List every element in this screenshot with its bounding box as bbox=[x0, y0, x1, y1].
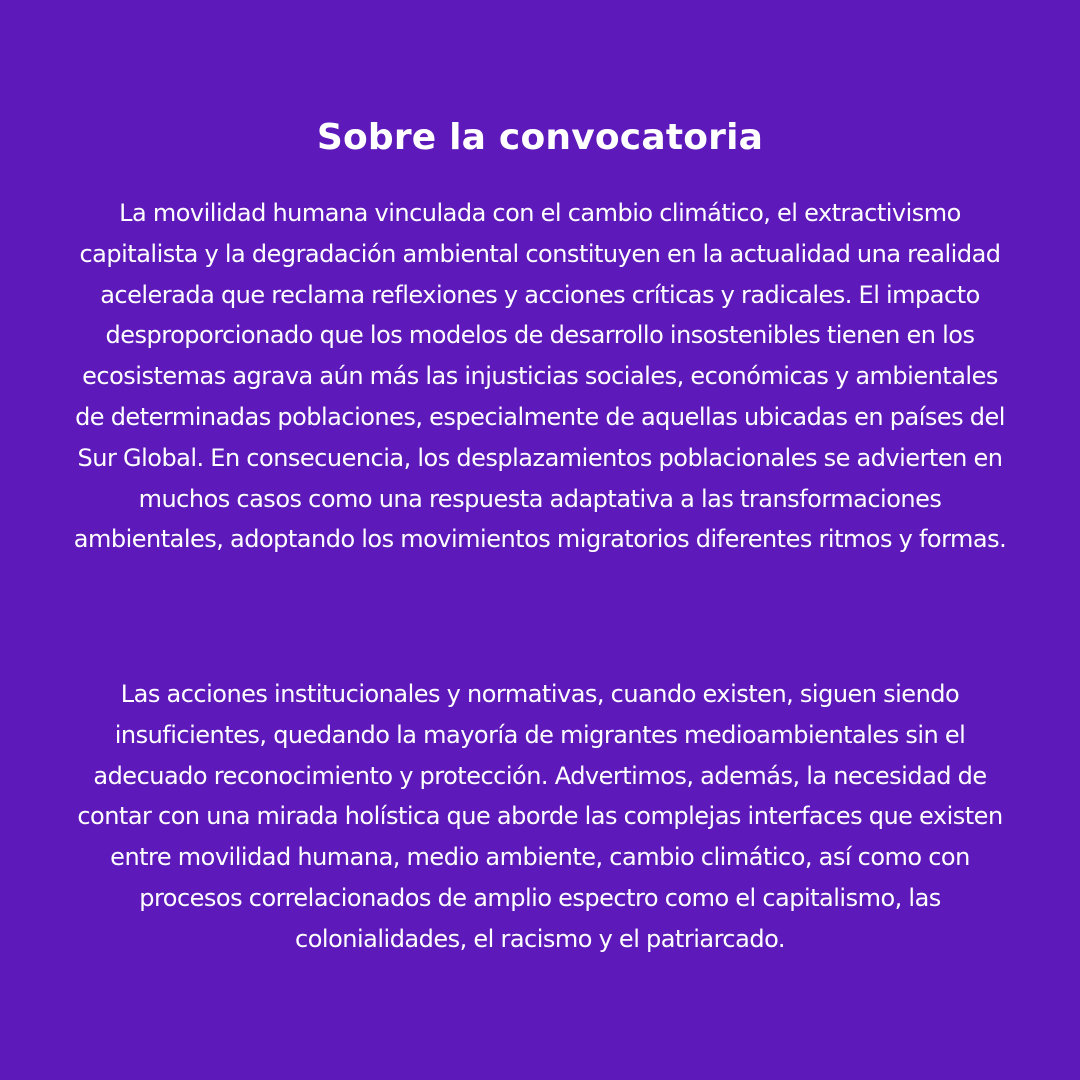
paragraph-actions: Las acciones institucionales y normativas, cuando existen, siguen siendo insuficientes, quedando la mayoría de migrantes medioambientales sin el adecuado reconocimiento y protección. Advertimos, además, la necesidad de contar con una mirada holística que aborde las complejas interfaces que existen entre movilidad humana, medio ambiente, cambio climático, así como con procesos correlacionados de amplio espectro como el capitalismo, las colonialidades, el racismo y el patriarcado. bbox=[77, 680, 1003, 953]
page-title: Sobre la convocatoria bbox=[316, 117, 764, 158]
paragraph-intro: La movilidad humana vinculada con el cambio climático, el extractivismo capitalista y la degradación ambiental constituyen en la actualidad una realidad acelerada que reclama reflexiones y acciones críticas y radicales. El impacto desproporcionado que los modelos de desarrollo insostenibles tienen en los ecosistemas agrava aún más las injusticias sociales, económicas y ambientales de determinadas poblaciones, especialmente de aquellas ubicadas en países del Sur Global. En consecuencia, los desplazamientos poblacionales se advierten en muchos casos como una respuesta adaptativa a las transformaciones ambientales, adoptando los movimientos migratorios diferentes ritmos y formas. bbox=[73, 199, 1007, 554]
